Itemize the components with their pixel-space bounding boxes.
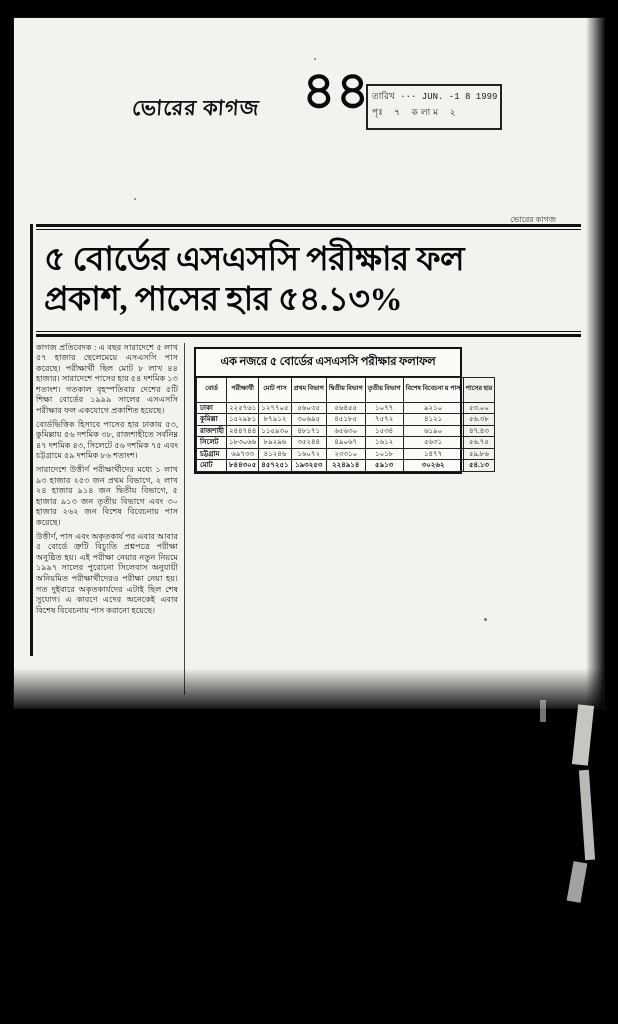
table-cell: ৭৫৭২ xyxy=(365,414,403,426)
table-cell: ৪১২১ xyxy=(403,414,463,426)
table-cell-board: ঢাকা xyxy=(197,402,227,414)
date-stamp-line1: তারিখ ··· JUN. -1 8 1999 xyxy=(372,92,498,102)
column-separator xyxy=(184,343,185,695)
page-number: ৪৪ xyxy=(302,63,370,120)
table-cell: ৫৬৩১ xyxy=(403,437,463,449)
table-cell: ১১৫৯৩০ xyxy=(259,425,291,437)
table-header-cell: তৃতীয় বিভাগ xyxy=(365,377,403,402)
table-row xyxy=(197,414,495,426)
table-cell: ৫৪.১৩ xyxy=(463,460,495,472)
table-cell-board: কুমিল্লা xyxy=(197,414,227,426)
paper-fragment xyxy=(572,704,594,765)
paper-fragment xyxy=(579,770,595,860)
table-header-cell: পাসের হার xyxy=(463,377,495,402)
table-header-cell: মোট পাস xyxy=(259,377,291,402)
table-cell: ১৮৩০৬৬ xyxy=(227,437,259,449)
table-cell: ৩০৬৯৫ xyxy=(291,414,326,426)
clipping-left-rule xyxy=(30,224,33,656)
table-header-row xyxy=(197,377,495,402)
table-cell: ৫৬৪৫৫ xyxy=(326,402,365,414)
table-row xyxy=(197,448,495,460)
headline xyxy=(44,240,579,321)
table-header-cell: প্রথম বিভাগ xyxy=(291,377,326,402)
article-clipping xyxy=(34,215,584,703)
table-header-cell: পরীক্ষার্থী xyxy=(227,377,259,402)
table-cell: ৬১৯০ xyxy=(403,425,463,437)
paper-name: ভোরের কাগজ xyxy=(131,96,261,120)
table-cell-board: রাজশাহী xyxy=(197,425,227,437)
table-header-cell: দ্বিতীয় বিভাগ xyxy=(326,377,365,402)
headline-block xyxy=(34,230,579,327)
table-cell: ৮৯২৯৬ xyxy=(259,437,291,449)
table-cell-board: সিলেট xyxy=(197,437,227,449)
article-paragraph: বোর্ডভিত্তিক হিসাবে পাসের হার ঢাকায় ৫৩, কুমিল্লায় ৫৬ দশমিক ৩৮, রাজশাহীতে সর্বনিম্ন ৪৭ দশমিক ৪৩, সিলেটে ৫৬ দশমিক ৭৫ এবং চট্টগ্রামে ৫৯ দশমিক ৮৬ শতাংশ। xyxy=(36,419,178,461)
table-cell: ৫৬.৭৫ xyxy=(463,437,495,449)
table-cell: ১০৭৭ xyxy=(365,402,403,414)
scan-speck xyxy=(314,58,316,60)
headline-rule-bottom xyxy=(36,331,581,337)
table-cell-board: চট্টগ্রাম xyxy=(197,448,227,460)
date-stamp xyxy=(366,84,502,130)
results-table-box xyxy=(194,347,493,474)
results-table xyxy=(196,377,495,472)
article-paragraph: কাগজ প্রতিবেদক : এ বছর সারাদেশে ৫ লাখ ৫৭ হাজার ছেলেমেয়ে এসএসসি পাস করেছে। পরীক্ষার্থী ছিল মোট ৮ লাখ ৪৪ হাজার। সারাদেশে পাসের হার ৫৪ দশমিক ১৩ শতাংশ। গতকাল বৃহস্পতিবার দেশের ৫টি শিক্ষা বোর্ডের ১৯৯৯ সালের এসএসসি পরীক্ষার ফল একযোগে প্রকাশিত হয়েছে। xyxy=(36,342,178,416)
table-cell: ৫৩.০০ xyxy=(463,402,495,414)
table-cell: ৪৮১৭১ xyxy=(291,425,326,437)
table-cell: ৪৫৭২৫১ xyxy=(259,460,291,472)
table-cell: ৮৪৪৩০৫ xyxy=(227,460,259,472)
table-cell: ১৪৭৭ xyxy=(403,448,463,460)
headline-line-1: ৫ বোর্ডের এসএসসি পরীক্ষার ফল xyxy=(44,242,465,278)
table-cell: ৩৫২৪৪ xyxy=(291,437,326,449)
table-cell: ৪৭.৪৩ xyxy=(463,425,495,437)
table-cell: ৫৬০৩৫ xyxy=(291,402,326,414)
table-cell: ১৬০৭২ xyxy=(291,448,326,460)
table-cell: ৫৯.৮৬ xyxy=(463,448,495,460)
article-paragraph: উত্তীর্ণ, পাস এবং অকৃতকার্য পর এবার আবার ৫ বোর্ডে ত্রুটি বিচ্যুতি প্রশ্নপত্রে পরীক্ষা অনুষ্ঠিত হয়। এই পরীক্ষা নেয়ার নতুন নিয়মে ১৯৯৭ সালের পুরোনো সিলেবাস অনুযায়ী অনিয়মিত পরীক্ষার্থীদেরও পরীক্ষা নেয়া হয়। গত দুইবারে অকৃতকার্যদের এটাই ছিল শেষ সুযোগ। এ কারণে এদের অনেকেই এবার বিশেষ বিবেচনায় পাস করানো হয়েছে। xyxy=(36,531,178,615)
article-body-area xyxy=(34,343,579,703)
table-row xyxy=(197,402,495,414)
paper-fragment xyxy=(540,700,546,722)
headline-line-2: প্রকাশ, পাসের হার ৫৪.১৩% xyxy=(44,282,403,319)
table-header-cell: বোর্ড xyxy=(197,377,227,402)
paper-fragment xyxy=(567,861,588,903)
date-stamp-line2: পৃঃ ৭ কলাম ২ xyxy=(372,108,459,118)
table-row xyxy=(197,425,495,437)
article-paragraph: সারাদেশে উত্তীর্ণ পরীক্ষার্থীদের মধ্যে ১ লাখ ৯৩ হাজার ২৫৩ জন প্রথম বিভাগে, ২ লাখ ২৪ হাজার ৯১৪ জন দ্বিতীয় বিভাগে, ৫ হাজার ৯১৩ জন তৃতীয় বিভাগে এবং ৩০ হাজার ২৬২ জন বিশেষ বিবেচনায় পাস করেছে। xyxy=(36,465,178,527)
scan-speck xyxy=(134,198,136,200)
newspaper-page xyxy=(14,18,604,708)
table-cell: ১৫৩৪ xyxy=(365,425,403,437)
table-cell: ২২৫৭৬১ xyxy=(227,402,259,414)
table-cell: ১০১৮ xyxy=(365,448,403,460)
table-cell: ৪১২৪৬ xyxy=(259,448,291,460)
table-row-total xyxy=(197,460,495,472)
article-column-1 xyxy=(36,343,178,693)
table-cell: ৯২১০ xyxy=(403,402,463,414)
table-cell-board: মোট xyxy=(197,460,227,472)
table-cell: ৬৯৭৩৩ xyxy=(227,448,259,460)
table-header-cell: বিশেষ বিবেচনা য় পাস xyxy=(403,377,463,402)
table-cell: ১৫২৯৮১ xyxy=(227,414,259,426)
table-cell: ১২৭৭০৫ xyxy=(259,402,291,414)
masthead xyxy=(14,63,604,146)
table-cell: ১৯৩২৫৩ xyxy=(291,460,326,472)
clipping-credit: ভোরের কাগজ xyxy=(510,215,556,224)
table-cell: ৫৯১৩ xyxy=(365,460,403,472)
paper-torn-right-edge xyxy=(578,18,604,708)
table-cell: ৩০২৬২ xyxy=(403,460,463,472)
table-cell: ১৬১২ xyxy=(365,437,403,449)
table-cell: ৪৫১৮৫ xyxy=(326,414,365,426)
table-cell: ৬৫৬৩০ xyxy=(326,425,365,437)
table-cell: ২২৪৯১৪ xyxy=(326,460,365,472)
results-table-title: এক নজরে ৫ বোর্ডের এসএসসি পরীক্ষার ফলাফল xyxy=(196,349,460,377)
scan-speck xyxy=(484,618,487,621)
table-cell: ৮৭৯১২ xyxy=(259,414,291,426)
table-cell: ৪৯০৬৭ xyxy=(326,437,365,449)
table-cell: ৫৬.৩৮ xyxy=(463,414,495,426)
paper-bottom-shadow xyxy=(14,668,604,708)
table-row xyxy=(197,437,495,449)
table-cell: ২৪৪৭৪৪ xyxy=(227,425,259,437)
table-cell: ২৩৩১০ xyxy=(326,448,365,460)
